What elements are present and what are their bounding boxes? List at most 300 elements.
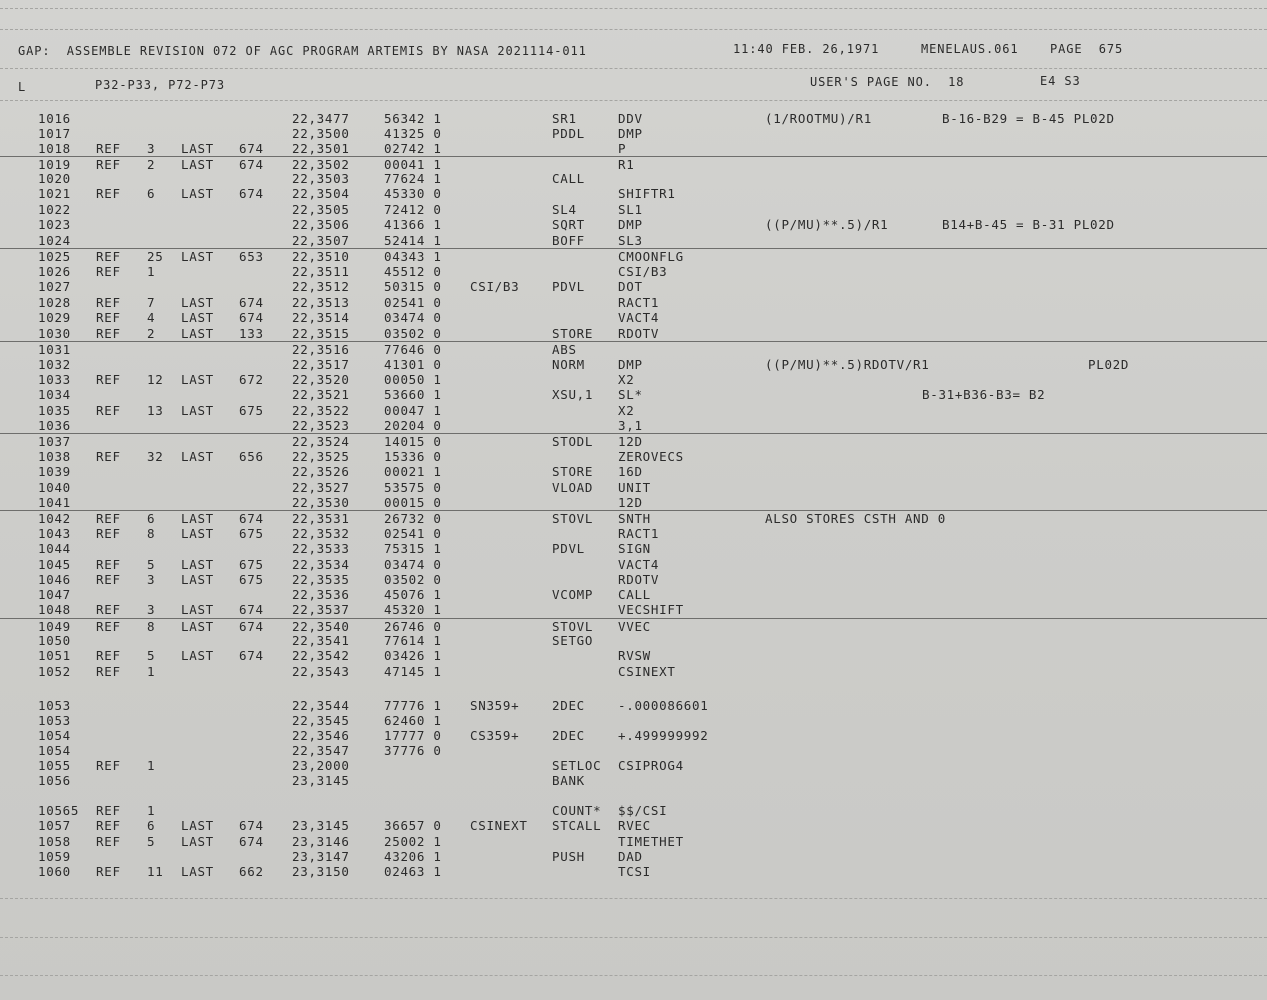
symbol-label: CSINEXT (470, 818, 528, 833)
ref-count: 13 (147, 403, 164, 418)
line-number: 1057 (38, 818, 71, 833)
ref-count: 4 (147, 310, 156, 325)
ref-tag: REF (96, 310, 121, 325)
line-number: 1044 (38, 541, 71, 556)
last-tag: LAST (181, 818, 214, 833)
scale-note: B-16-B29 = B-45 PL02D (942, 111, 1115, 126)
operand: P (618, 141, 627, 156)
address: 22,3537 (292, 602, 350, 617)
line-number: 1023 (38, 217, 71, 232)
ref-tag: REF (96, 758, 121, 773)
opcode: BANK (552, 773, 585, 788)
octal-word: 62460 1 (384, 713, 442, 728)
last-page: 662 (239, 864, 264, 879)
listing-row (0, 449, 1267, 465)
last-page: 675 (239, 557, 264, 572)
line-number: 1046 (38, 572, 71, 587)
ref-count: 5 (147, 557, 156, 572)
last-tag: LAST (181, 326, 214, 341)
last-tag: LAST (181, 619, 214, 634)
last-tag: LAST (181, 511, 214, 526)
opcode: STORE (552, 326, 594, 341)
comment: (1/ROOTMU)/R1 (765, 111, 872, 126)
operand: SL* (618, 387, 643, 402)
last-page: 674 (239, 310, 264, 325)
last-tag: LAST (181, 295, 214, 310)
address: 23,3147 (292, 849, 350, 864)
operand: CSI/B3 (618, 264, 668, 279)
ref-count: 1 (147, 264, 156, 279)
last-page: 674 (239, 157, 264, 172)
address: 22,3501 (292, 141, 350, 156)
octal-word: 25002 1 (384, 834, 442, 849)
ref-tag: REF (96, 157, 121, 172)
ref-count: 2 (147, 157, 156, 172)
operand: DMP (618, 126, 643, 141)
opcode: VCOMP (552, 587, 594, 602)
last-tag: LAST (181, 249, 214, 264)
opcode: STCALL (552, 818, 602, 833)
last-page: 674 (239, 295, 264, 310)
scale-note: B14+B-45 = B-31 PL02D (942, 217, 1115, 232)
line-number: 1026 (38, 264, 71, 279)
operand: UNIT (618, 480, 651, 495)
operand: CSINEXT (618, 664, 676, 679)
listing-row (0, 758, 1267, 774)
octal-word: 43206 1 (384, 849, 442, 864)
line-number: 1056 (38, 773, 71, 788)
ref-tag: REF (96, 818, 121, 833)
listing-row (0, 648, 1267, 664)
operand: 16D (618, 464, 643, 479)
paper-rule (0, 29, 1267, 30)
octal-word: 20204 0 (384, 418, 442, 433)
listing-row (0, 326, 1267, 342)
line-number: 1060 (38, 864, 71, 879)
last-page: 656 (239, 449, 264, 464)
octal-word: 45320 1 (384, 602, 442, 617)
last-tag: LAST (181, 186, 214, 201)
operand: RVSW (618, 648, 651, 663)
listing-row (0, 310, 1267, 326)
line-number: 1029 (38, 310, 71, 325)
address: 23,2000 (292, 758, 350, 773)
opcode: VLOAD (552, 480, 594, 495)
listing-row (0, 602, 1267, 618)
users-page-number: USER'S PAGE NO. 18 (810, 75, 965, 89)
octal-word: 41325 0 (384, 126, 442, 141)
listing-row (0, 387, 1267, 403)
operand: RACT1 (618, 295, 660, 310)
line-number: 1051 (38, 648, 71, 663)
ref-tag: REF (96, 141, 121, 156)
operand: R1 (618, 157, 635, 172)
octal-word: 77614 1 (384, 633, 442, 648)
line-number: 1059 (38, 849, 71, 864)
line-number: 1052 (38, 664, 71, 679)
octal-word: 00050 1 (384, 372, 442, 387)
address: 22,3535 (292, 572, 350, 587)
address: 22,3522 (292, 403, 350, 418)
last-tag: LAST (181, 602, 214, 617)
listing-row (0, 217, 1267, 233)
operand: SHIFTR1 (618, 186, 676, 201)
octal-word: 02541 0 (384, 295, 442, 310)
octal-word: 03474 0 (384, 557, 442, 572)
ref-count: 3 (147, 602, 156, 617)
ref-tag: REF (96, 557, 121, 572)
header-title: GAP: ASSEMBLE REVISION 072 OF AGC PROGRAM ARTEMIS BY NASA 2021114-011 (18, 44, 587, 58)
listing-row (0, 126, 1267, 142)
last-tag: LAST (181, 864, 214, 879)
address: 22,3511 (292, 264, 350, 279)
address: 22,3502 (292, 157, 350, 172)
symbol-label: CS359+ (470, 728, 520, 743)
listing-row (0, 464, 1267, 480)
opcode: SETGO (552, 633, 594, 648)
listing-row (0, 495, 1267, 511)
line-number: 1036 (38, 418, 71, 433)
operand: $$/CSI (618, 803, 668, 818)
scale-note: B-31+B36-B3= B2 (922, 387, 1046, 402)
address: 23,3145 (292, 773, 350, 788)
listing-row (0, 633, 1267, 649)
opcode: STOVL (552, 619, 594, 634)
listing-row (0, 698, 1267, 714)
listing-row (0, 864, 1267, 880)
ref-count: 5 (147, 834, 156, 849)
octal-word: 41301 0 (384, 357, 442, 372)
address: 22,3524 (292, 434, 350, 449)
octal-word: 77624 1 (384, 171, 442, 186)
line-number: 1017 (38, 126, 71, 141)
octal-word: 02463 1 (384, 864, 442, 879)
address: 22,3544 (292, 698, 350, 713)
last-tag: LAST (181, 557, 214, 572)
last-page: 674 (239, 511, 264, 526)
octal-word: 53575 0 (384, 480, 442, 495)
address: 22,3546 (292, 728, 350, 743)
line-number: 1019 (38, 157, 71, 172)
last-tag: LAST (181, 648, 214, 663)
line-number: 1039 (38, 464, 71, 479)
octal-word: 41366 1 (384, 217, 442, 232)
octal-word: 15336 0 (384, 449, 442, 464)
ref-tag: REF (96, 602, 121, 617)
last-page: 675 (239, 572, 264, 587)
listing-row (0, 526, 1267, 542)
comment: ((P/MU)**.5)RDOTV/R1 (765, 357, 930, 372)
octal-word: 45330 0 (384, 186, 442, 201)
octal-word: 00047 1 (384, 403, 442, 418)
octal-word: 03502 0 (384, 572, 442, 587)
ref-count: 1 (147, 758, 156, 773)
address: 22,3504 (292, 186, 350, 201)
line-number: 1042 (38, 511, 71, 526)
line-number: 1030 (38, 326, 71, 341)
ref-count: 12 (147, 372, 164, 387)
listing-row (0, 111, 1267, 127)
operand: DMP (618, 217, 643, 232)
ref-tag: REF (96, 372, 121, 387)
last-page: 672 (239, 372, 264, 387)
line-number: 1016 (38, 111, 71, 126)
operand: X2 (618, 372, 635, 387)
listing-row (0, 480, 1267, 496)
operand: RDOTV (618, 572, 660, 587)
ref-tag: REF (96, 186, 121, 201)
address: 22,3513 (292, 295, 350, 310)
ref-tag: REF (96, 264, 121, 279)
last-page: 653 (239, 249, 264, 264)
line-number: 1045 (38, 557, 71, 572)
ref-tag: REF (96, 834, 121, 849)
listing-row (0, 202, 1267, 218)
octal-word: 03502 0 (384, 326, 442, 341)
address: 22,3523 (292, 418, 350, 433)
listing-row (0, 541, 1267, 557)
ref-count: 1 (147, 803, 156, 818)
ref-count: 3 (147, 141, 156, 156)
octal-word: 04343 1 (384, 249, 442, 264)
ref-count: 8 (147, 619, 156, 634)
line-number: 1037 (38, 434, 71, 449)
ref-tag: REF (96, 619, 121, 634)
opcode: SR1 (552, 111, 577, 126)
address: 22,3545 (292, 713, 350, 728)
operand: DOT (618, 279, 643, 294)
ref-count: 1 (147, 664, 156, 679)
listing-row (0, 372, 1267, 388)
ref-count: 2 (147, 326, 156, 341)
ref-count: 3 (147, 572, 156, 587)
line-number: 1027 (38, 279, 71, 294)
octal-word: 00021 1 (384, 464, 442, 479)
operand: VACT4 (618, 310, 660, 325)
address: 22,3531 (292, 511, 350, 526)
line-number: 1018 (38, 141, 71, 156)
last-tag: LAST (181, 449, 214, 464)
last-tag: LAST (181, 310, 214, 325)
last-page: 674 (239, 619, 264, 634)
listing-row (0, 713, 1267, 729)
address: 22,3506 (292, 217, 350, 232)
last-page: 674 (239, 818, 264, 833)
opcode: BOFF (552, 233, 585, 248)
line-number: 1031 (38, 342, 71, 357)
listing-row (0, 728, 1267, 744)
address: 22,3514 (292, 310, 350, 325)
opcode: STORE (552, 464, 594, 479)
operand: 12D (618, 434, 643, 449)
address: 22,3525 (292, 449, 350, 464)
address: 23,3145 (292, 818, 350, 833)
opcode: NORM (552, 357, 585, 372)
line-number: 1047 (38, 587, 71, 602)
line-number: 1038 (38, 449, 71, 464)
listing-row (0, 418, 1267, 434)
octal-word: 45076 1 (384, 587, 442, 602)
listing-row (0, 295, 1267, 311)
line-number: 10565 (38, 803, 80, 818)
address: 22,3515 (292, 326, 350, 341)
address: 22,3477 (292, 111, 350, 126)
operand: SL3 (618, 233, 643, 248)
opcode: SL4 (552, 202, 577, 217)
listing-row (0, 341, 1267, 358)
last-page: 133 (239, 326, 264, 341)
address: 22,3503 (292, 171, 350, 186)
line-number: 1041 (38, 495, 71, 510)
operand: DMP (618, 357, 643, 372)
last-page: 675 (239, 403, 264, 418)
opcode: PUSH (552, 849, 585, 864)
octal-word: 56342 1 (384, 111, 442, 126)
listing-row (0, 572, 1267, 588)
comment: ((P/MU)**.5)/R1 (765, 217, 889, 232)
address: 22,3534 (292, 557, 350, 572)
opcode: PDVL (552, 279, 585, 294)
line-number: 1028 (38, 295, 71, 310)
line-number: 1054 (38, 728, 71, 743)
header-user: MENELAUS.061 (921, 42, 1019, 56)
operand: TIMETHET (618, 834, 684, 849)
address: 22,3505 (292, 202, 350, 217)
operand: CALL (618, 587, 651, 602)
listing-row (0, 264, 1267, 280)
line-number: 1049 (38, 619, 71, 634)
last-tag: LAST (181, 834, 214, 849)
octal-word: 52414 1 (384, 233, 442, 248)
line-number: 1053 (38, 713, 71, 728)
line-number: 1033 (38, 372, 71, 387)
listing-row (0, 433, 1267, 450)
line-number: 1040 (38, 480, 71, 495)
octal-word: 03474 0 (384, 310, 442, 325)
line-number: 1050 (38, 633, 71, 648)
listing-row (0, 403, 1267, 419)
operand: DDV (618, 111, 643, 126)
header-timestamp: 11:40 FEB. 26,1971 (733, 42, 880, 56)
operand: CSIPROG4 (618, 758, 684, 773)
address: 22,3520 (292, 372, 350, 387)
operand: SNTH (618, 511, 651, 526)
ref-count: 11 (147, 864, 164, 879)
line-number: 1048 (38, 602, 71, 617)
octal-word: 75315 1 (384, 541, 442, 556)
opcode: ABS (552, 342, 577, 357)
ref-count: 25 (147, 249, 164, 264)
address: 22,3500 (292, 126, 350, 141)
ref-tag: REF (96, 326, 121, 341)
paper-rule (0, 975, 1267, 976)
listing-row (0, 141, 1267, 157)
line-number: 1035 (38, 403, 71, 418)
opcode: 2DEC (552, 728, 585, 743)
operand: -.000086601 (618, 698, 709, 713)
ref-tag: REF (96, 449, 121, 464)
octal-word: 26732 0 (384, 511, 442, 526)
address: 22,3517 (292, 357, 350, 372)
ref-count: 32 (147, 449, 164, 464)
operand: RACT1 (618, 526, 660, 541)
ref-tag: REF (96, 664, 121, 679)
operand: 12D (618, 495, 643, 510)
line-number: 1058 (38, 834, 71, 849)
address: 22,3507 (292, 233, 350, 248)
address: 22,3536 (292, 587, 350, 602)
ref-tag: REF (96, 249, 121, 264)
listing-row (0, 803, 1267, 819)
code-tag: E4 S3 (1040, 74, 1081, 88)
opcode: XSU,1 (552, 387, 594, 402)
operand: CMOONFLG (618, 249, 684, 264)
paper-rule (0, 8, 1267, 9)
ref-count: 6 (147, 186, 156, 201)
operand: RDOTV (618, 326, 660, 341)
last-page: 674 (239, 602, 264, 617)
address: 22,3526 (292, 464, 350, 479)
last-tag: LAST (181, 157, 214, 172)
opcode: PDVL (552, 541, 585, 556)
ref-tag: REF (96, 864, 121, 879)
line-number: 1025 (38, 249, 71, 264)
octal-word: 53660 1 (384, 387, 442, 402)
octal-word: 14015 0 (384, 434, 442, 449)
ref-tag: REF (96, 648, 121, 663)
opcode: PDDL (552, 126, 585, 141)
address: 23,3146 (292, 834, 350, 849)
line-number: 1053 (38, 698, 71, 713)
listing-row (0, 849, 1267, 865)
operand: RVEC (618, 818, 651, 833)
ref-tag: REF (96, 403, 121, 418)
operand: SL1 (618, 202, 643, 217)
last-tag: LAST (181, 403, 214, 418)
address: 22,3533 (292, 541, 350, 556)
last-tag: LAST (181, 372, 214, 387)
listing-row (0, 357, 1267, 373)
listing-row (0, 171, 1267, 187)
address: 23,3150 (292, 864, 350, 879)
address: 22,3540 (292, 619, 350, 634)
line-number: 1032 (38, 357, 71, 372)
subheader-programs: P32-P33, P72-P73 (95, 78, 225, 92)
octal-word: 50315 0 (384, 279, 442, 294)
address: 22,3530 (292, 495, 350, 510)
last-page: 674 (239, 141, 264, 156)
line-number: 1043 (38, 526, 71, 541)
listing-row (0, 743, 1267, 759)
octal-word: 36657 0 (384, 818, 442, 833)
operand: TCSI (618, 864, 651, 879)
listing-row (0, 664, 1267, 680)
listing-row (0, 834, 1267, 850)
ref-tag: REF (96, 572, 121, 587)
address: 22,3541 (292, 633, 350, 648)
operand: 3,1 (618, 418, 643, 433)
ref-tag: REF (96, 295, 121, 310)
octal-word: 47145 1 (384, 664, 442, 679)
paper-rule (0, 898, 1267, 899)
opcode: STODL (552, 434, 594, 449)
last-page: 675 (239, 526, 264, 541)
octal-word: 45512 0 (384, 264, 442, 279)
ref-count: 8 (147, 526, 156, 541)
listing-row (0, 587, 1267, 603)
paper-rule (0, 100, 1267, 101)
last-page: 674 (239, 648, 264, 663)
